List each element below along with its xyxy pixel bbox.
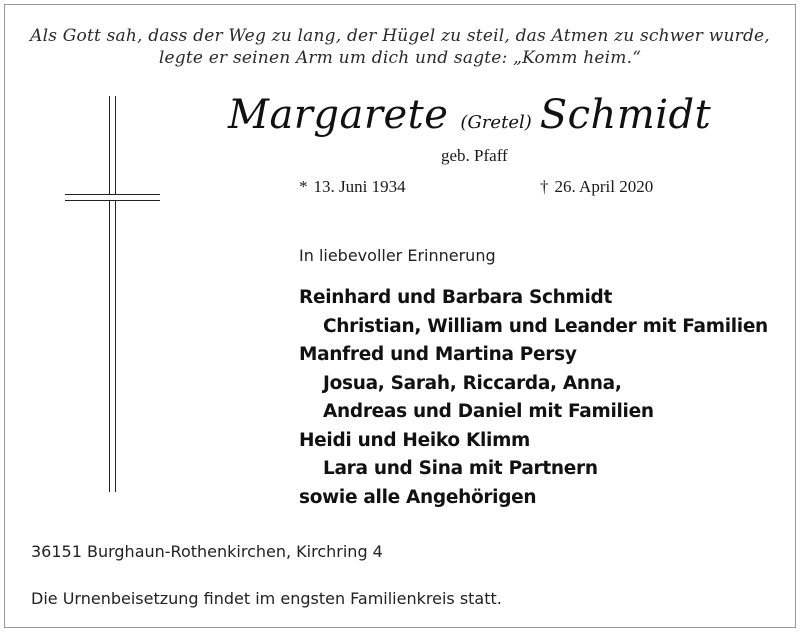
birth-star-icon: *	[299, 177, 308, 196]
nickname: (Gretel)	[460, 112, 532, 133]
first-name: Margarete	[228, 92, 449, 138]
last-name: Schmidt	[539, 92, 712, 138]
mourner-line: Lara und Sina mit Partnern	[323, 458, 598, 479]
quote-line-2: legte er seinen Arm um dich und sagte: „Komm heim.“	[158, 48, 642, 68]
death-date-line	[540, 177, 653, 197]
deceased-name	[228, 92, 711, 138]
birth-date: 13. Juni 1934	[313, 177, 406, 196]
cross-joint	[110, 195, 115, 200]
family-address: 36151 Burghaun-Rothenkirchen, Kirchring 4	[31, 542, 383, 561]
birth-date-line	[299, 177, 406, 197]
memorial-intro: In liebevoller Erinnerung	[299, 246, 496, 265]
cross-icon	[109, 96, 116, 492]
mourner-list	[299, 284, 768, 512]
mourner-line: sowie alle Angehörigen	[299, 486, 537, 508]
birth-name: geb. Pfaff	[441, 146, 508, 165]
mourner-line: Andreas und Daniel mit Familien	[323, 401, 654, 422]
mourner-line: Manfred und Martina Persy	[299, 344, 577, 365]
mourner-line: Reinhard und Barbara Schmidt	[299, 287, 613, 308]
mourner-line: Christian, William und Leander mit Familien	[323, 315, 768, 337]
death-dagger-icon: †	[540, 177, 549, 196]
mourner-line: Heidi und Heiko Klimm	[299, 429, 531, 451]
burial-note: Die Urnenbeisetzung findet im engsten Familienkreis statt.	[31, 589, 502, 608]
mourner-line: Josua, Sarah, Riccarda, Anna,	[323, 372, 622, 394]
death-date: 26. April 2020	[554, 177, 654, 196]
quote-line-1: Als Gott sah, dass der Weg zu lang, der Hügel zu steil, das Atmen zu schwer wurde,	[30, 26, 770, 46]
